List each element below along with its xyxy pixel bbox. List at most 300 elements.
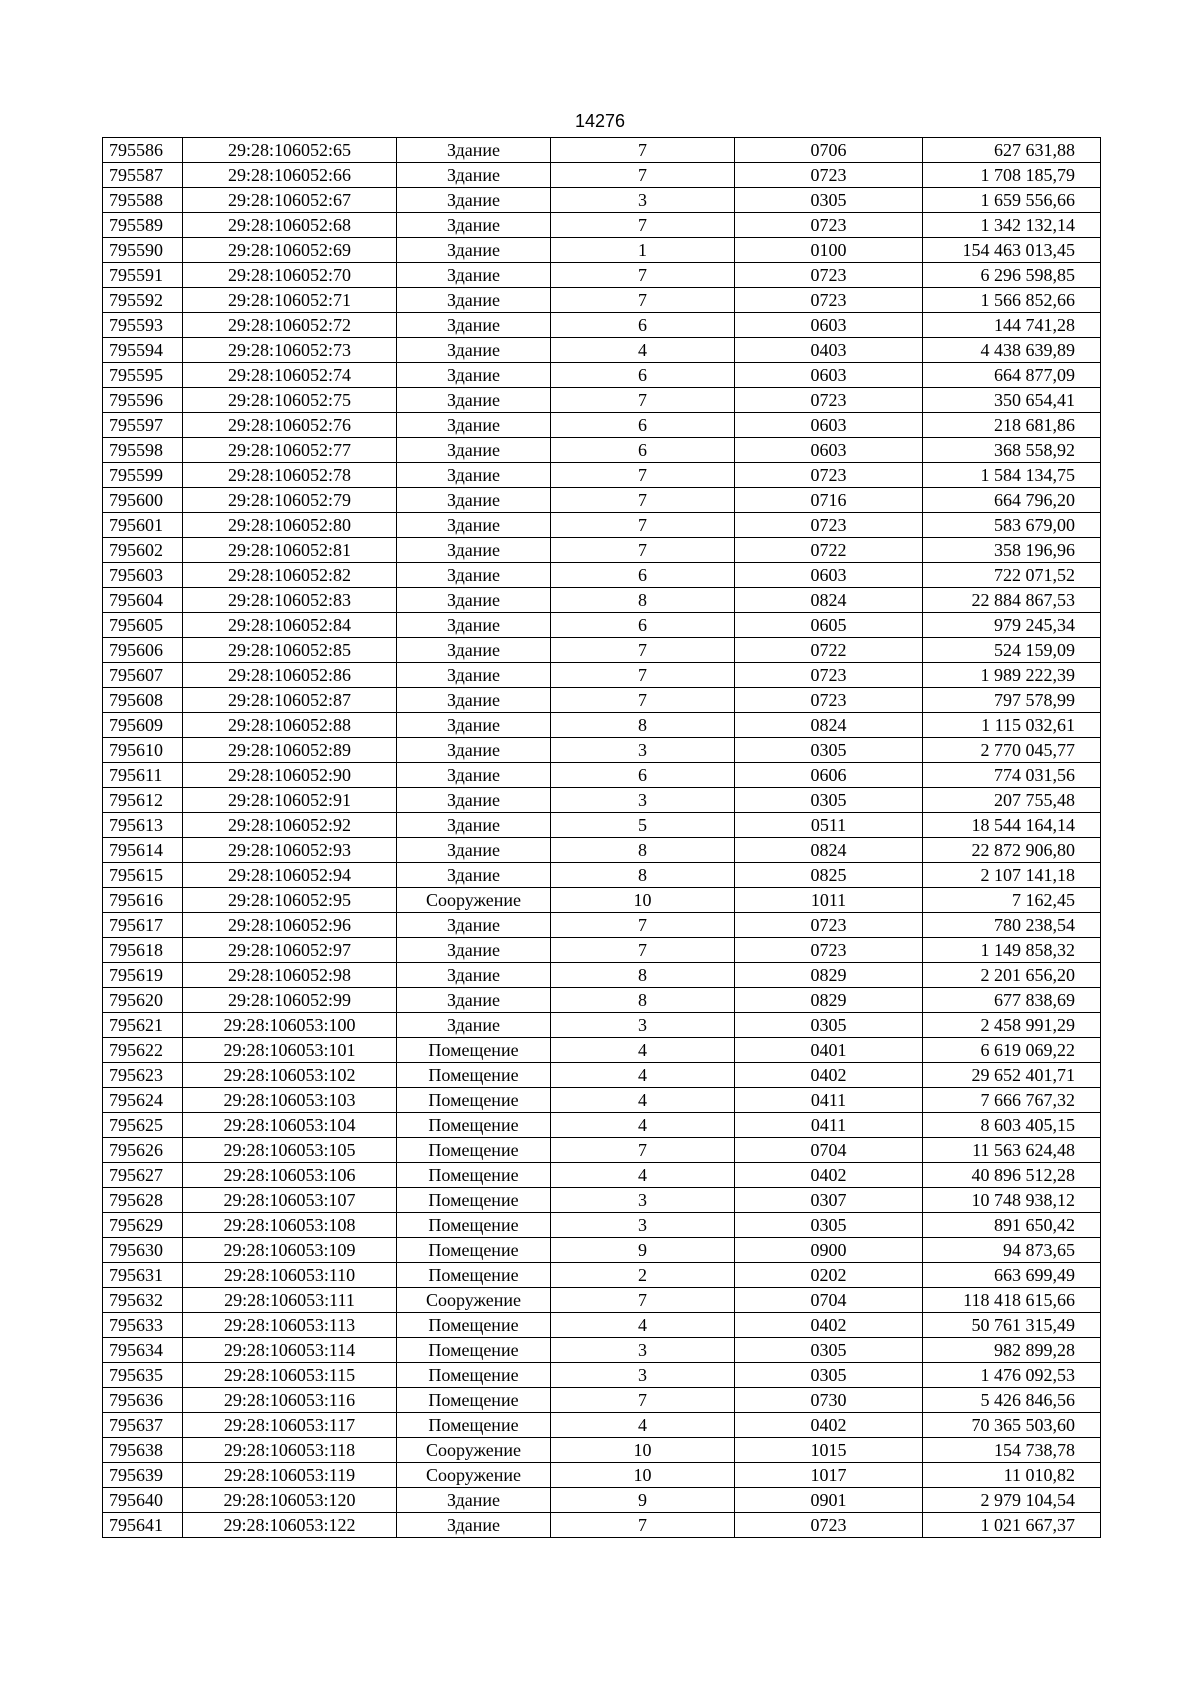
- page-number: 14276: [574, 111, 626, 131]
- subgroup-code-cell: 1017: [735, 1463, 923, 1488]
- object-type-cell: Здание: [397, 188, 551, 213]
- object-type-cell: Здание: [397, 463, 551, 488]
- cadastral-number-cell: 29:28:106053:117: [183, 1413, 397, 1438]
- subgroup-code-cell: 0305: [735, 1363, 923, 1388]
- object-type-cell: Здание: [397, 263, 551, 288]
- subgroup-code-cell: 0723: [735, 663, 923, 688]
- table-row: [103, 1213, 1101, 1238]
- cadastral-value-cell: 94 873,65: [923, 1238, 1101, 1263]
- row-number-cell: 795592: [103, 288, 183, 313]
- table-row: [103, 713, 1101, 738]
- object-type-cell: Здание: [397, 338, 551, 363]
- table-row: [103, 1163, 1101, 1188]
- table-row: [103, 1188, 1101, 1213]
- table-row: [103, 963, 1101, 988]
- cadastral-value-cell: 358 196,96: [923, 538, 1101, 563]
- cadastral-value-cell: 2 979 104,54: [923, 1488, 1101, 1513]
- group-cell: 9: [551, 1488, 735, 1513]
- cadastral-number-cell: 29:28:106053:109: [183, 1238, 397, 1263]
- cadastral-value-cell: 1 115 032,61: [923, 713, 1101, 738]
- cadastral-value-cell: 368 558,92: [923, 438, 1101, 463]
- row-number-cell: 795595: [103, 363, 183, 388]
- row-number-cell: 795601: [103, 513, 183, 538]
- group-cell: 7: [551, 938, 735, 963]
- object-type-cell: Здание: [397, 763, 551, 788]
- cadastral-number-cell: 29:28:106052:75: [183, 388, 397, 413]
- table-row: [103, 1288, 1101, 1313]
- row-number-cell: 795639: [103, 1463, 183, 1488]
- object-type-cell: Помещение: [397, 1138, 551, 1163]
- subgroup-code-cell: 0402: [735, 1063, 923, 1088]
- cadastral-number-cell: 29:28:106052:95: [183, 888, 397, 913]
- row-number-cell: 795599: [103, 463, 183, 488]
- subgroup-code-cell: 0403: [735, 338, 923, 363]
- table-row: [103, 1363, 1101, 1388]
- subgroup-code-cell: 0730: [735, 1388, 923, 1413]
- subgroup-code-cell: 0901: [735, 1488, 923, 1513]
- table-row: [103, 613, 1101, 638]
- object-type-cell: Помещение: [397, 1188, 551, 1213]
- subgroup-code-cell: 0305: [735, 1013, 923, 1038]
- cadastral-number-cell: 29:28:106053:118: [183, 1438, 397, 1463]
- table-row: [103, 838, 1101, 863]
- row-number-cell: 795640: [103, 1488, 183, 1513]
- cadastral-number-cell: 29:28:106052:66: [183, 163, 397, 188]
- row-number-cell: 795610: [103, 738, 183, 763]
- subgroup-code-cell: 0704: [735, 1288, 923, 1313]
- group-cell: 4: [551, 1088, 735, 1113]
- group-cell: 10: [551, 1463, 735, 1488]
- subgroup-code-cell: 0401: [735, 1038, 923, 1063]
- cadastral-value-cell: 11 563 624,48: [923, 1138, 1101, 1163]
- cadastral-number-cell: 29:28:106053:106: [183, 1163, 397, 1188]
- table-row: [103, 363, 1101, 388]
- subgroup-code-cell: 0605: [735, 613, 923, 638]
- object-type-cell: Сооружение: [397, 1288, 551, 1313]
- subgroup-code-cell: 0829: [735, 988, 923, 1013]
- cadastral-number-cell: 29:28:106052:93: [183, 838, 397, 863]
- cadastral-number-cell: 29:28:106052:87: [183, 688, 397, 713]
- table-row: [103, 438, 1101, 463]
- object-type-cell: Здание: [397, 438, 551, 463]
- cadastral-number-cell: 29:28:106053:101: [183, 1038, 397, 1063]
- cadastral-value-cell: 1 659 556,66: [923, 188, 1101, 213]
- subgroup-code-cell: 0723: [735, 913, 923, 938]
- row-number-cell: 795637: [103, 1413, 183, 1438]
- cadastral-value-cell: 207 755,48: [923, 788, 1101, 813]
- table-row: [103, 988, 1101, 1013]
- cadastral-number-cell: 29:28:106053:111: [183, 1288, 397, 1313]
- row-number-cell: 795624: [103, 1088, 183, 1113]
- subgroup-code-cell: 0603: [735, 563, 923, 588]
- subgroup-code-cell: 0723: [735, 1513, 923, 1538]
- object-type-cell: Здание: [397, 863, 551, 888]
- subgroup-code-cell: 0603: [735, 363, 923, 388]
- cadastral-number-cell: 29:28:106052:80: [183, 513, 397, 538]
- cadastral-number-cell: 29:28:106053:108: [183, 1213, 397, 1238]
- object-type-cell: Здание: [397, 838, 551, 863]
- cadastral-number-cell: 29:28:106053:102: [183, 1063, 397, 1088]
- cadastral-number-cell: 29:28:106052:73: [183, 338, 397, 363]
- subgroup-code-cell: 0603: [735, 413, 923, 438]
- row-number-cell: 795630: [103, 1238, 183, 1263]
- object-type-cell: Помещение: [397, 1388, 551, 1413]
- row-number-cell: 795588: [103, 188, 183, 213]
- cadastral-value-cell: 982 899,28: [923, 1338, 1101, 1363]
- cadastral-number-cell: 29:28:106052:78: [183, 463, 397, 488]
- cadastral-number-cell: 29:28:106053:122: [183, 1513, 397, 1538]
- group-cell: 7: [551, 463, 735, 488]
- table-row: [103, 763, 1101, 788]
- row-number-cell: 795638: [103, 1438, 183, 1463]
- object-type-cell: Сооружение: [397, 1438, 551, 1463]
- group-cell: 3: [551, 788, 735, 813]
- cadastral-number-cell: 29:28:106052:92: [183, 813, 397, 838]
- cadastral-number-cell: 29:28:106052:85: [183, 638, 397, 663]
- cadastral-value-cell: 22 884 867,53: [923, 588, 1101, 613]
- row-number-cell: 795633: [103, 1313, 183, 1338]
- row-number-cell: 795603: [103, 563, 183, 588]
- row-number-cell: 795597: [103, 413, 183, 438]
- object-type-cell: Здание: [397, 513, 551, 538]
- row-number-cell: 795628: [103, 1188, 183, 1213]
- cadastral-value-cell: 663 699,49: [923, 1263, 1101, 1288]
- cadastral-number-cell: 29:28:106052:76: [183, 413, 397, 438]
- table-row: [103, 213, 1101, 238]
- cadastral-value-cell: 774 031,56: [923, 763, 1101, 788]
- table-row: [103, 388, 1101, 413]
- table-row: [103, 1088, 1101, 1113]
- group-cell: 4: [551, 1163, 735, 1188]
- subgroup-code-cell: 0723: [735, 938, 923, 963]
- cadastral-number-cell: 29:28:106052:97: [183, 938, 397, 963]
- group-cell: 7: [551, 388, 735, 413]
- subgroup-code-cell: 0305: [735, 188, 923, 213]
- table-row: [103, 1263, 1101, 1288]
- object-type-cell: Помещение: [397, 1113, 551, 1138]
- cadastral-number-cell: 29:28:106052:81: [183, 538, 397, 563]
- group-cell: 7: [551, 163, 735, 188]
- cadastral-number-cell: 29:28:106053:105: [183, 1138, 397, 1163]
- table-row: [103, 1138, 1101, 1163]
- table-row: [103, 163, 1101, 188]
- table-row: [103, 1513, 1101, 1538]
- row-number-cell: 795617: [103, 913, 183, 938]
- object-type-cell: Помещение: [397, 1363, 551, 1388]
- subgroup-code-cell: 0402: [735, 1413, 923, 1438]
- row-number-cell: 795635: [103, 1363, 183, 1388]
- subgroup-code-cell: 1011: [735, 888, 923, 913]
- cadastral-value-cell: 5 426 846,56: [923, 1388, 1101, 1413]
- row-number-cell: 795611: [103, 763, 183, 788]
- cadastral-value-cell: 218 681,86: [923, 413, 1101, 438]
- table-row: [103, 1413, 1101, 1438]
- cadastral-value-cell: 1 708 185,79: [923, 163, 1101, 188]
- cadastral-value-cell: 780 238,54: [923, 913, 1101, 938]
- group-cell: 3: [551, 1188, 735, 1213]
- subgroup-code-cell: 0722: [735, 638, 923, 663]
- group-cell: 7: [551, 263, 735, 288]
- row-number-cell: 795605: [103, 613, 183, 638]
- table-row: [103, 463, 1101, 488]
- subgroup-code-cell: 0402: [735, 1313, 923, 1338]
- table-row: [103, 1113, 1101, 1138]
- cadastral-number-cell: 29:28:106052:83: [183, 588, 397, 613]
- row-number-cell: 795593: [103, 313, 183, 338]
- cadastral-value-table: [102, 137, 1101, 1538]
- subgroup-code-cell: 0723: [735, 263, 923, 288]
- group-cell: 4: [551, 1113, 735, 1138]
- row-number-cell: 795634: [103, 1338, 183, 1363]
- group-cell: 4: [551, 338, 735, 363]
- row-number-cell: 795626: [103, 1138, 183, 1163]
- table-row: [103, 563, 1101, 588]
- group-cell: 3: [551, 1363, 735, 1388]
- table-row: [103, 288, 1101, 313]
- subgroup-code-cell: 0723: [735, 513, 923, 538]
- table-row: [103, 888, 1101, 913]
- object-type-cell: Здание: [397, 163, 551, 188]
- cadastral-value-cell: 154 463 013,45: [923, 238, 1101, 263]
- table-row: [103, 863, 1101, 888]
- group-cell: 7: [551, 538, 735, 563]
- object-type-cell: Здание: [397, 488, 551, 513]
- row-number-cell: 795598: [103, 438, 183, 463]
- object-type-cell: Здание: [397, 1488, 551, 1513]
- subgroup-code-cell: 0704: [735, 1138, 923, 1163]
- group-cell: 3: [551, 1013, 735, 1038]
- table-row: [103, 313, 1101, 338]
- group-cell: 7: [551, 1388, 735, 1413]
- group-cell: 7: [551, 1513, 735, 1538]
- object-type-cell: Здание: [397, 663, 551, 688]
- group-cell: 8: [551, 838, 735, 863]
- row-number-cell: 795614: [103, 838, 183, 863]
- group-cell: 7: [551, 1288, 735, 1313]
- row-number-cell: 795621: [103, 1013, 183, 1038]
- cadastral-value-cell: 2 107 141,18: [923, 863, 1101, 888]
- object-type-cell: Здание: [397, 413, 551, 438]
- object-type-cell: Помещение: [397, 1038, 551, 1063]
- table-row: [103, 638, 1101, 663]
- group-cell: 2: [551, 1263, 735, 1288]
- cadastral-value-cell: 2 458 991,29: [923, 1013, 1101, 1038]
- group-cell: 5: [551, 813, 735, 838]
- table-row: [103, 813, 1101, 838]
- cadastral-value-cell: 22 872 906,80: [923, 838, 1101, 863]
- cadastral-number-cell: 29:28:106052:98: [183, 963, 397, 988]
- cadastral-number-cell: 29:28:106052:82: [183, 563, 397, 588]
- subgroup-code-cell: 0824: [735, 713, 923, 738]
- cadastral-number-cell: 29:28:106052:84: [183, 613, 397, 638]
- cadastral-value-cell: 1 989 222,39: [923, 663, 1101, 688]
- object-type-cell: Сооружение: [397, 888, 551, 913]
- subgroup-code-cell: 0305: [735, 788, 923, 813]
- cadastral-value-cell: 1 476 092,53: [923, 1363, 1101, 1388]
- subgroup-code-cell: 0723: [735, 463, 923, 488]
- row-number-cell: 795594: [103, 338, 183, 363]
- object-type-cell: Здание: [397, 288, 551, 313]
- subgroup-code-cell: 0824: [735, 588, 923, 613]
- object-type-cell: Сооружение: [397, 1463, 551, 1488]
- subgroup-code-cell: 0511: [735, 813, 923, 838]
- group-cell: 6: [551, 413, 735, 438]
- table-row: [103, 238, 1101, 263]
- table-row: [103, 688, 1101, 713]
- group-cell: 6: [551, 763, 735, 788]
- subgroup-code-cell: 0411: [735, 1088, 923, 1113]
- group-cell: 7: [551, 663, 735, 688]
- object-type-cell: Здание: [397, 363, 551, 388]
- row-number-cell: 795589: [103, 213, 183, 238]
- object-type-cell: Здание: [397, 538, 551, 563]
- group-cell: 7: [551, 688, 735, 713]
- row-number-cell: 795636: [103, 1388, 183, 1413]
- object-type-cell: Здание: [397, 963, 551, 988]
- group-cell: 4: [551, 1038, 735, 1063]
- group-cell: 7: [551, 488, 735, 513]
- cadastral-value-cell: 2 770 045,77: [923, 738, 1101, 763]
- object-type-cell: Помещение: [397, 1313, 551, 1338]
- cadastral-number-cell: 29:28:106052:90: [183, 763, 397, 788]
- cadastral-value-cell: 664 796,20: [923, 488, 1101, 513]
- cadastral-value-cell: 979 245,34: [923, 613, 1101, 638]
- object-type-cell: Здание: [397, 713, 551, 738]
- group-cell: 6: [551, 313, 735, 338]
- table-row: [103, 938, 1101, 963]
- cadastral-number-cell: 29:28:106053:104: [183, 1113, 397, 1138]
- cadastral-value-cell: 50 761 315,49: [923, 1313, 1101, 1338]
- row-number-cell: 795586: [103, 138, 183, 163]
- group-cell: 6: [551, 613, 735, 638]
- subgroup-code-cell: 0202: [735, 1263, 923, 1288]
- subgroup-code-cell: 0402: [735, 1163, 923, 1188]
- row-number-cell: 795620: [103, 988, 183, 1013]
- cadastral-value-cell: 722 071,52: [923, 563, 1101, 588]
- row-number-cell: 795618: [103, 938, 183, 963]
- cadastral-value-cell: 1 566 852,66: [923, 288, 1101, 313]
- group-cell: 4: [551, 1063, 735, 1088]
- table-row: [103, 188, 1101, 213]
- subgroup-code-cell: 0723: [735, 388, 923, 413]
- subgroup-code-cell: 0723: [735, 163, 923, 188]
- group-cell: 4: [551, 1413, 735, 1438]
- group-cell: 8: [551, 963, 735, 988]
- cadastral-value-cell: 627 631,88: [923, 138, 1101, 163]
- group-cell: 7: [551, 638, 735, 663]
- cadastral-value-cell: 6 619 069,22: [923, 1038, 1101, 1063]
- object-type-cell: Здание: [397, 238, 551, 263]
- cadastral-value-cell: 10 748 938,12: [923, 1188, 1101, 1213]
- row-number-cell: 795625: [103, 1113, 183, 1138]
- row-number-cell: 795616: [103, 888, 183, 913]
- table-row: [103, 913, 1101, 938]
- object-type-cell: Здание: [397, 638, 551, 663]
- row-number-cell: 795596: [103, 388, 183, 413]
- subgroup-code-cell: 0706: [735, 138, 923, 163]
- object-type-cell: Здание: [397, 988, 551, 1013]
- cadastral-value-cell: 6 296 598,85: [923, 263, 1101, 288]
- row-number-cell: 795613: [103, 813, 183, 838]
- group-cell: 3: [551, 1213, 735, 1238]
- subgroup-code-cell: 0411: [735, 1113, 923, 1138]
- subgroup-code-cell: 0716: [735, 488, 923, 513]
- table-row: [103, 1038, 1101, 1063]
- subgroup-code-cell: 0606: [735, 763, 923, 788]
- object-type-cell: Здание: [397, 613, 551, 638]
- table-row: [103, 538, 1101, 563]
- cadastral-value-cell: 350 654,41: [923, 388, 1101, 413]
- subgroup-code-cell: 0824: [735, 838, 923, 863]
- cadastral-number-cell: 29:28:106052:99: [183, 988, 397, 1013]
- table-row: [103, 788, 1101, 813]
- row-number-cell: 795590: [103, 238, 183, 263]
- group-cell: 6: [551, 563, 735, 588]
- cadastral-value-cell: 11 010,82: [923, 1463, 1101, 1488]
- cadastral-value-cell: 677 838,69: [923, 988, 1101, 1013]
- object-type-cell: Помещение: [397, 1063, 551, 1088]
- object-type-cell: Здание: [397, 1513, 551, 1538]
- table-row: [103, 663, 1101, 688]
- table-row: [103, 138, 1101, 163]
- cadastral-value-cell: 1 342 132,14: [923, 213, 1101, 238]
- cadastral-number-cell: 29:28:106052:88: [183, 713, 397, 738]
- cadastral-value-cell: 7 666 767,32: [923, 1088, 1101, 1113]
- cadastral-value-cell: 524 159,09: [923, 638, 1101, 663]
- cadastral-number-cell: 29:28:106052:71: [183, 288, 397, 313]
- cadastral-value-cell: 118 418 615,66: [923, 1288, 1101, 1313]
- row-number-cell: 795619: [103, 963, 183, 988]
- group-cell: 9: [551, 1238, 735, 1263]
- subgroup-code-cell: 0305: [735, 738, 923, 763]
- table-body: [103, 138, 1101, 1538]
- table-row: [103, 1488, 1101, 1513]
- row-number-cell: 795615: [103, 863, 183, 888]
- object-type-cell: Помещение: [397, 1088, 551, 1113]
- table-row: [103, 1238, 1101, 1263]
- cadastral-number-cell: 29:28:106053:107: [183, 1188, 397, 1213]
- object-type-cell: Здание: [397, 738, 551, 763]
- object-type-cell: Здание: [397, 938, 551, 963]
- cadastral-number-cell: 29:28:106052:65: [183, 138, 397, 163]
- cadastral-number-cell: 29:28:106053:114: [183, 1338, 397, 1363]
- object-type-cell: Помещение: [397, 1413, 551, 1438]
- object-type-cell: Помещение: [397, 1263, 551, 1288]
- group-cell: 3: [551, 188, 735, 213]
- cadastral-number-cell: 29:28:106052:74: [183, 363, 397, 388]
- cadastral-number-cell: 29:28:106052:94: [183, 863, 397, 888]
- cadastral-value-cell: 70 365 503,60: [923, 1413, 1101, 1438]
- row-number-cell: 795607: [103, 663, 183, 688]
- row-number-cell: 795623: [103, 1063, 183, 1088]
- subgroup-code-cell: 0603: [735, 313, 923, 338]
- object-type-cell: Здание: [397, 588, 551, 613]
- subgroup-code-cell: 0305: [735, 1213, 923, 1238]
- subgroup-code-cell: 0723: [735, 688, 923, 713]
- cadastral-value-cell: 797 578,99: [923, 688, 1101, 713]
- subgroup-code-cell: 0603: [735, 438, 923, 463]
- table-row: [103, 413, 1101, 438]
- cadastral-value-cell: 144 741,28: [923, 313, 1101, 338]
- cadastral-number-cell: 29:28:106052:68: [183, 213, 397, 238]
- cadastral-value-cell: 2 201 656,20: [923, 963, 1101, 988]
- object-type-cell: Здание: [397, 313, 551, 338]
- table-row: [103, 338, 1101, 363]
- group-cell: 7: [551, 513, 735, 538]
- table-row: [103, 1388, 1101, 1413]
- group-cell: 8: [551, 588, 735, 613]
- table-row: [103, 263, 1101, 288]
